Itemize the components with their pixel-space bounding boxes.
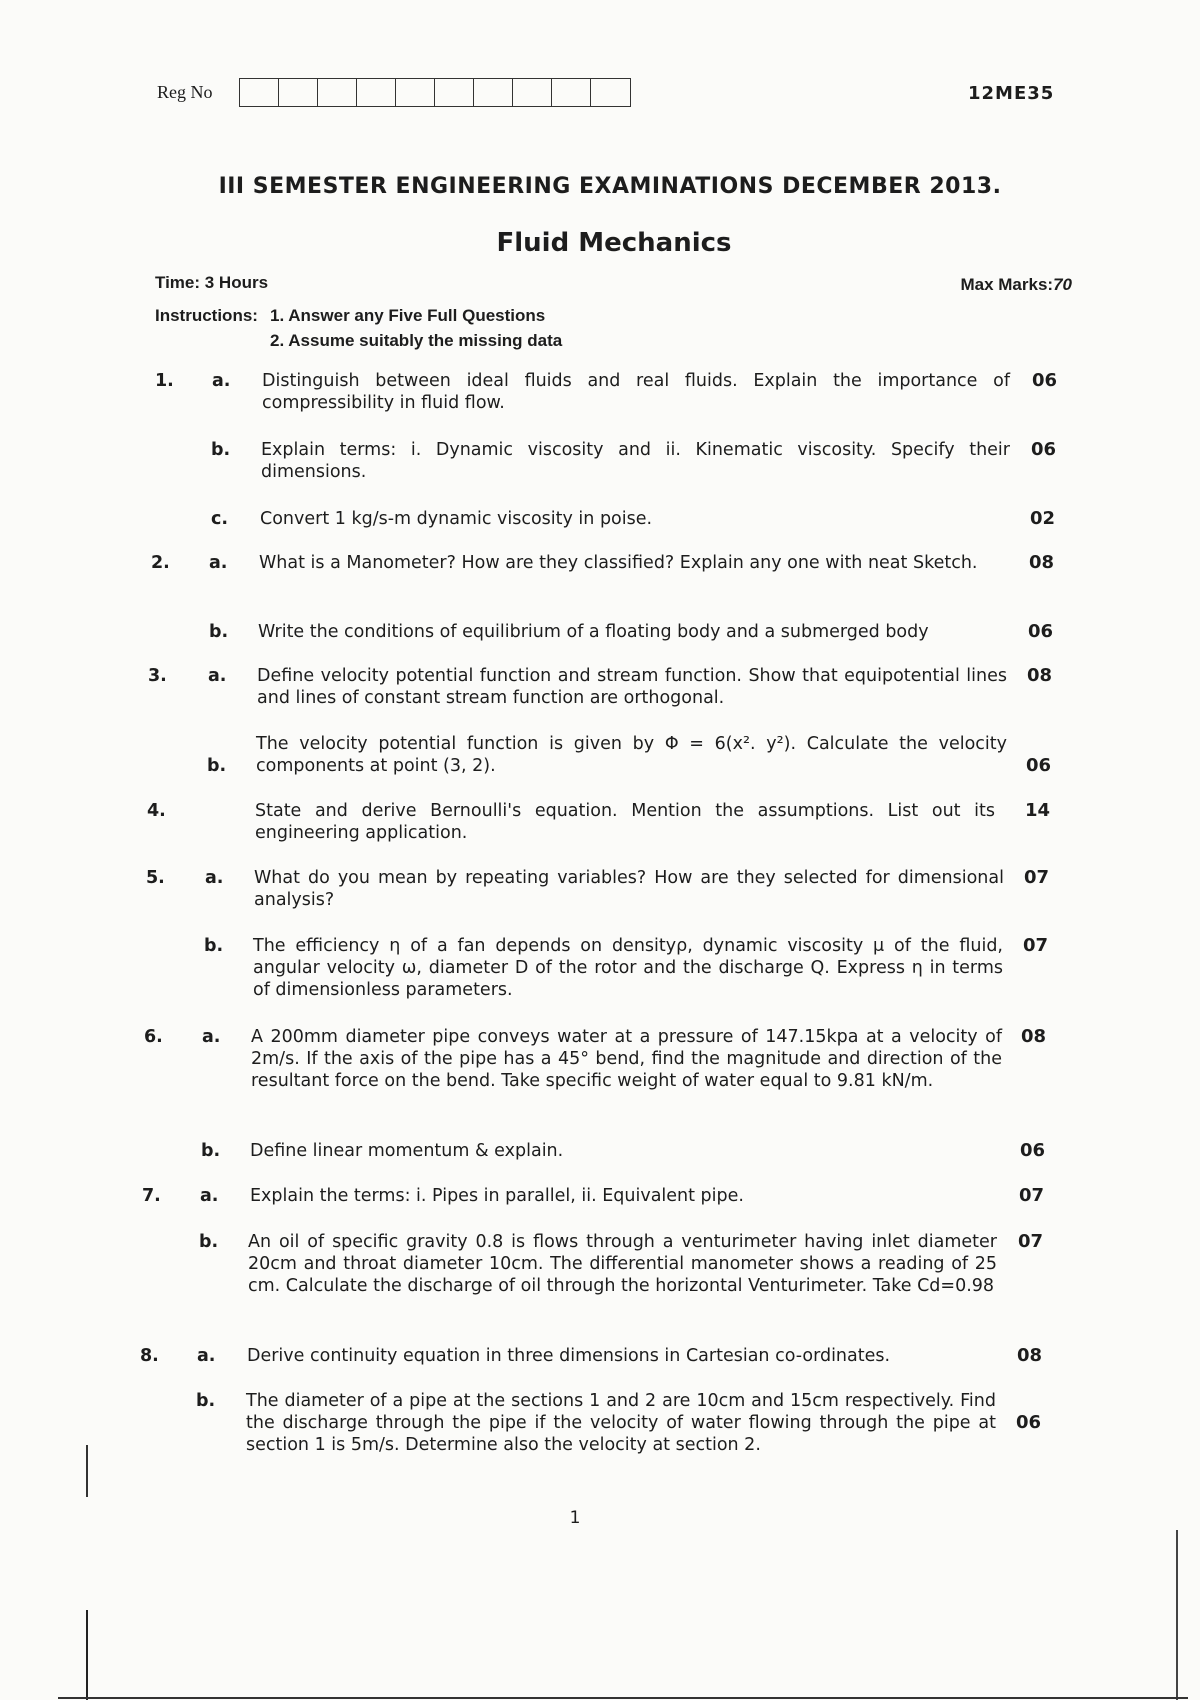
question-part: b. (201, 1141, 221, 1161)
question-text: Derive continuity equation in three dimensions in Cartesian co-ordinates. (247, 1346, 891, 1366)
question-part: a. (197, 1346, 216, 1366)
question-number: 5. (146, 868, 165, 888)
question-part: b. (204, 936, 224, 956)
question-text: What is a Manometer? How are they classified? Explain any one with neat Sketch. (259, 553, 978, 573)
question-text: The diameter of a pipe at the sections 1 and 2 are 10cm and 15cm respectively. Find the discharge through the pipe if the velocity of water flowing through the pipe at section 1 is 5m/s. Determine also the velocity at section 2. (246, 1391, 996, 1455)
subject-title: Fluid Mechanics (496, 228, 732, 258)
question-marks: 07 (1023, 935, 1049, 956)
question-text: The velocity potential function is given by Φ = 6(x². y²). Calculate the velocity components at point (3, 2). (256, 734, 1007, 776)
margin-line (1176, 1530, 1178, 1700)
regno-box (435, 79, 474, 106)
question-marks: 06 (1026, 755, 1052, 776)
question-text: The efficiency η of a fan depends on densityρ, dynamic viscosity μ of the fluid, angular velocity ω, diameter D of the rotor and the discharge Q. Express η in terms of dimensionless parameters. (253, 936, 1003, 1000)
question-number: 1. (155, 371, 174, 391)
regno-box (591, 79, 630, 106)
question-text: Convert 1 kg/s-m dynamic viscosity in poise. (260, 509, 653, 529)
question-number: 3. (148, 666, 167, 686)
exam-title: III SEMESTER ENGINEERING EXAMINATIONS DECEMBER 2013. (218, 174, 1002, 199)
question-text: What do you mean by repeating variables? How are they selected for dimensional analysis? (254, 868, 1004, 910)
question-marks: 06 (1020, 1140, 1046, 1161)
question-marks: 14 (1025, 800, 1051, 821)
question-part: b. (199, 1232, 219, 1252)
margin-line (86, 1610, 88, 1700)
question-part: b. (196, 1391, 216, 1411)
question-text: An oil of specific gravity 0.8 is flows through a venturimeter having inlet diameter 20cm and throat diameter 10cm. The differential manometer shows a reading of 25 cm. Calculate the discharge of oil through the horizontal Venturimeter. Take Cd=0.98 (248, 1232, 997, 1296)
regno-box (240, 79, 279, 106)
question-number: 8. (140, 1346, 159, 1366)
question-marks: 08 (1017, 1345, 1043, 1366)
course-code: 12ME35 (968, 83, 1055, 104)
regno-box (513, 79, 552, 106)
question-marks: 07 (1019, 1185, 1045, 1206)
question-number: 7. (142, 1186, 161, 1206)
regno-label: Reg No (157, 82, 213, 102)
question-marks: 06 (1031, 439, 1057, 460)
question-part: b. (209, 622, 229, 642)
page-number: 1 (569, 1508, 581, 1528)
question-marks: 06 (1016, 1412, 1042, 1433)
question-part: a. (209, 553, 228, 573)
time-allowed: Time: 3 Hours (155, 273, 269, 292)
instruction-item: 2. Assume suitably the missing data (270, 331, 563, 350)
question-part: b. (207, 756, 227, 776)
max-marks-value: 70 (1053, 275, 1072, 294)
regno-boxes (239, 78, 631, 107)
question-text: Define linear momentum & explain. (250, 1141, 564, 1161)
instructions-label: Instructions: (155, 306, 258, 325)
question-marks: 08 (1021, 1026, 1047, 1047)
max-marks (960, 275, 1072, 295)
question-marks: 06 (1028, 621, 1054, 642)
bottom-border (58, 1697, 1188, 1699)
question-marks: 08 (1029, 552, 1055, 573)
question-text: A 200mm diameter pipe conveys water at a pressure of 147.15kpa at a velocity of 2m/s. If the axis of the pipe has a 45° bend, find the magnitude and direction of the resultant force on the bend. Take specific weight of water equal to 9.81 kN/m. (251, 1027, 1002, 1091)
max-marks-label: Max Marks: (960, 275, 1054, 294)
question-part: a. (212, 371, 231, 391)
question-part: c. (211, 509, 229, 529)
instruction-item: 1. Answer any Five Full Questions (270, 306, 546, 325)
question-marks: 02 (1030, 508, 1056, 529)
question-text: Distinguish between ideal fluids and real fluids. Explain the importance of compressibility in fluid flow. (262, 371, 1010, 413)
question-number: 6. (144, 1027, 163, 1047)
regno-box (357, 79, 396, 106)
regno-box (318, 79, 357, 106)
question-part: a. (205, 868, 224, 888)
question-text: Explain the terms: i. Pipes in parallel, ii. Equivalent pipe. (250, 1186, 744, 1206)
question-text: State and derive Bernoulli's equation. Mention the assumptions. List out its engineering application. (255, 801, 995, 843)
question-text: Define velocity potential function and stream function. Show that equipotential lines and lines of constant stream function are orthogonal. (257, 666, 1007, 708)
question-number: 4. (147, 801, 166, 821)
question-marks: 07 (1024, 867, 1050, 888)
question-part: a. (200, 1186, 219, 1206)
question-marks: 07 (1018, 1231, 1044, 1252)
question-text: Write the conditions of equilibrium of a floating body and a submerged body (258, 622, 929, 642)
question-marks: 06 (1032, 370, 1058, 391)
regno-box (396, 79, 435, 106)
regno-box (552, 79, 591, 106)
regno-box (279, 79, 318, 106)
question-part: a. (202, 1027, 221, 1047)
margin-line (86, 1445, 88, 1497)
question-number: 2. (151, 553, 170, 573)
regno-box (474, 79, 513, 106)
question-part: a. (208, 666, 227, 686)
question-text: Explain terms: i. Dynamic viscosity and ii. Kinematic viscosity. Specify their dimensions. (261, 440, 1010, 482)
question-part: b. (211, 440, 231, 460)
question-marks: 08 (1027, 665, 1053, 686)
